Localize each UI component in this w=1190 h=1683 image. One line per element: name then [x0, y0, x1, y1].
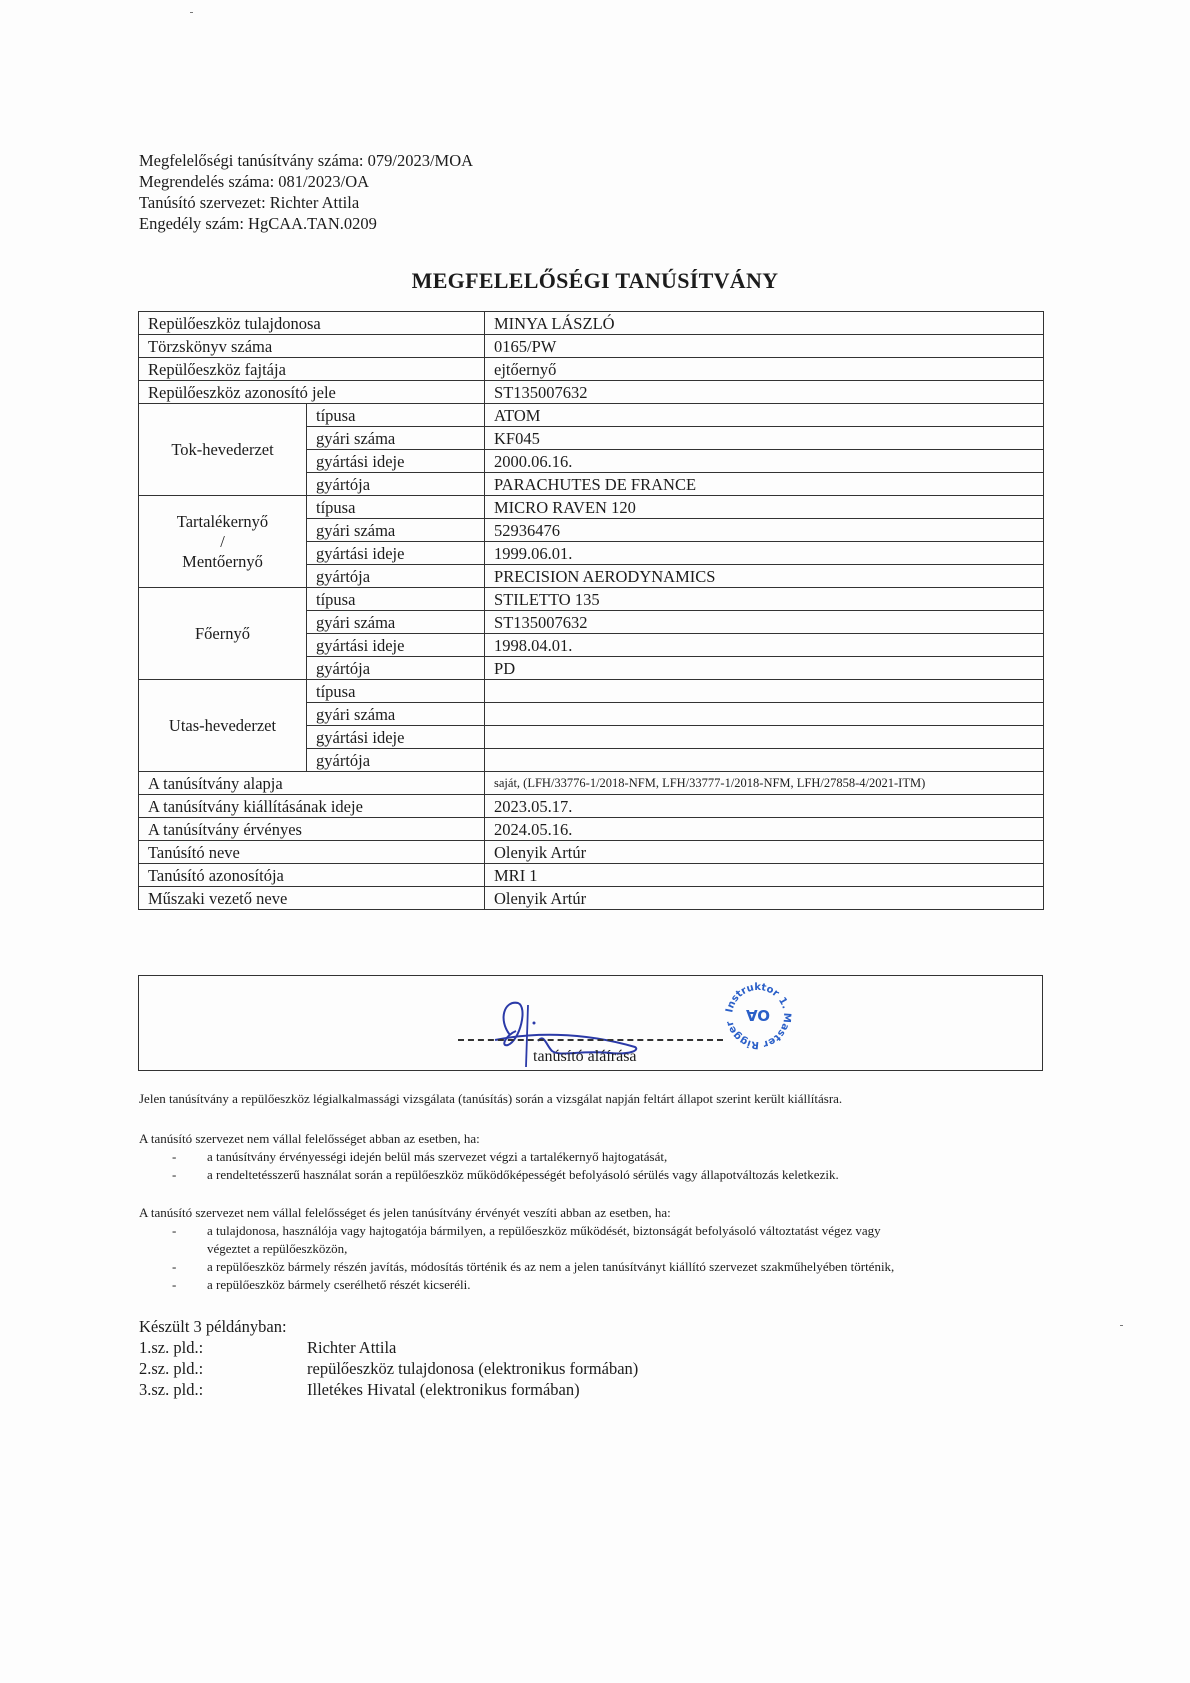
signature-label: tanúsító aláírása	[533, 1048, 637, 1065]
table-row	[139, 404, 1044, 427]
table-row	[139, 335, 1044, 358]
row-label: Törzskönyv száma	[139, 335, 485, 358]
scan-artifact	[1120, 1325, 1123, 1326]
field-label: típusa	[307, 404, 485, 427]
section-harness-container: Tok-hevederzet	[139, 404, 307, 496]
disclaimer-1-intro: A tanúsító szervezet nem vállal felelősséget abban az esetben, ha:	[139, 1131, 480, 1146]
field-label: gyári száma	[307, 427, 485, 450]
row-value: ST135007632	[485, 381, 1044, 404]
row-value: 2024.05.16.	[485, 818, 1044, 841]
field-label: típusa	[307, 496, 485, 519]
field-label: gyártási ideje	[307, 726, 485, 749]
field-label: gyári száma	[307, 703, 485, 726]
field-label: gyártója	[307, 565, 485, 588]
validity-statement: Jelen tanúsítvány a repülőeszköz légialkalmassági vizsgálata (tanúsítás) során a vizsgálat napján feltárt állapot szerint került kiállításra.	[139, 1091, 843, 1106]
field-label: gyártási ideje	[307, 450, 485, 473]
section-passenger-harness: Utas-hevederzet	[139, 680, 307, 772]
table-row	[139, 381, 1044, 404]
table-row	[139, 818, 1044, 841]
copy-row: 2.sz. pld.: repülőeszköz tulajdonosa (elektronikus formában)	[139, 1359, 639, 1378]
document-header	[139, 150, 473, 234]
field-label: gyártója	[307, 473, 485, 496]
list-item: - a repülőeszköz bármely cserélhető részét kicseréli.	[172, 1277, 471, 1292]
field-value	[485, 726, 1044, 749]
field-value: STILETTO 135	[485, 588, 1044, 611]
field-label: gyártója	[307, 749, 485, 772]
copy-row: 3.sz. pld.: Illetékes Hivatal (elektronikus formában)	[139, 1380, 580, 1399]
field-label: gyári száma	[307, 519, 485, 542]
table-row	[139, 772, 1044, 795]
row-label: Repülőeszköz fajtája	[139, 358, 485, 381]
field-value: PD	[485, 657, 1044, 680]
field-value: KF045	[485, 427, 1044, 450]
certifying-organization: Tanúsító szervezet: Richter Attila	[139, 193, 360, 212]
copy-row: 1.sz. pld.: Richter Attila	[139, 1338, 397, 1357]
row-value: Olenyik Artúr	[485, 887, 1044, 910]
field-value: ST135007632	[485, 611, 1044, 634]
field-value: MICRO RAVEN 120	[485, 496, 1044, 519]
field-label: gyári száma	[307, 611, 485, 634]
table-row	[139, 841, 1044, 864]
row-value: MRI 1	[485, 864, 1044, 887]
certificate-table	[138, 311, 1044, 910]
row-value: saját, (LFH/33776-1/2018-NFM, LFH/33777-1/2018-NFM, LFH/27858-4/2021-ITM)	[485, 772, 1044, 795]
field-value	[485, 703, 1044, 726]
disclaimer-1	[139, 1130, 839, 1184]
table-row	[139, 680, 1044, 703]
row-value: Olenyik Artúr	[485, 841, 1044, 864]
svg-text:OA: OA	[746, 1006, 770, 1024]
table-row	[139, 312, 1044, 335]
list-item-continuation: végeztet a repülőeszközön,	[207, 1241, 348, 1256]
list-item: - a rendeltetésszerű használat során a repülőeszköz működőképességét befolyásoló sérülés vagy állapotváltozás keletkezik.	[172, 1167, 839, 1182]
disclaimer-2	[139, 1204, 894, 1294]
row-label: Repülőeszköz azonosító jele	[139, 381, 485, 404]
field-value	[485, 680, 1044, 703]
row-label: A tanúsítvány érvényes	[139, 818, 485, 841]
row-value: ejtőernyő	[485, 358, 1044, 381]
field-label: típusa	[307, 588, 485, 611]
scan-artifact	[190, 12, 193, 13]
row-value: 0165/PW	[485, 335, 1044, 358]
copies-heading: Készült 3 példányban:	[139, 1317, 287, 1336]
field-label: gyártója	[307, 657, 485, 680]
document-title: MEGFELELŐSÉGI TANÚSÍTVÁNY	[411, 268, 779, 293]
list-item: - a repülőeszköz bármely részén javítás, módosítás történik és az nem a jelen tanúsítványt kiállító szervezet szakműhelyében történik,	[172, 1259, 895, 1274]
field-value: PRECISION AERODYNAMICS	[485, 565, 1044, 588]
field-label: gyártási ideje	[307, 634, 485, 657]
field-value: 52936476	[485, 519, 1044, 542]
section-main-canopy: Főernyő	[139, 588, 307, 680]
row-label: Tanúsító azonosítója	[139, 864, 485, 887]
svg-text:Instruktor 1. Master Rigger: Instruktor 1. Master Rigger	[724, 981, 793, 1051]
disclaimer-2-intro: A tanúsító szervezet nem vállal felelősséget és jelen tanúsítvány érvényét veszíti abban az esetben, ha:	[139, 1205, 671, 1220]
field-label: gyártási ideje	[307, 542, 485, 565]
row-label: A tanúsítvány kiállításának ideje	[139, 795, 485, 818]
certificate-number: Megfelelőségi tanúsítvány száma: 079/2023/MOA	[139, 151, 474, 170]
row-value: MINYA LÁSZLÓ	[485, 312, 1044, 335]
field-value: 1998.04.01.	[485, 634, 1044, 657]
row-label: A tanúsítvány alapja	[139, 772, 485, 795]
field-value: 1999.06.01.	[485, 542, 1044, 565]
order-number: Megrendelés száma: 081/2023/OA	[139, 172, 370, 191]
license-number: Engedély szám: HgCAA.TAN.0209	[139, 214, 377, 233]
row-label: Tanúsító neve	[139, 841, 485, 864]
field-label: típusa	[307, 680, 485, 703]
list-item: - a tanúsítvány érvényességi idején belül más szervezet végzi a tartalékernyő hajtogatását,	[172, 1149, 668, 1164]
table-row	[139, 496, 1044, 519]
table-row	[139, 588, 1044, 611]
table-row	[139, 795, 1044, 818]
copies-list	[139, 1316, 638, 1400]
field-value	[485, 749, 1044, 772]
table-row	[139, 864, 1044, 887]
field-value: 2000.06.16.	[485, 450, 1044, 473]
section-reserve-parachute: Tartalékernyő / Mentőernyő	[139, 496, 307, 588]
row-label: Műszaki vezető neve	[139, 887, 485, 910]
list-item: - a tulajdonosa, használója vagy hajtogatója bármilyen, a repülőeszköz működését, biztonságát befolyásoló változtatást végez vagy	[172, 1223, 881, 1238]
row-label: Repülőeszköz tulajdonosa	[139, 312, 485, 335]
field-value: PARACHUTES DE FRANCE	[485, 473, 1044, 496]
table-row	[139, 358, 1044, 381]
stamp-icon	[720, 978, 796, 1054]
field-value: ATOM	[485, 404, 1044, 427]
signature-line	[458, 1039, 723, 1041]
row-value: 2023.05.17.	[485, 795, 1044, 818]
table-row	[139, 887, 1044, 910]
